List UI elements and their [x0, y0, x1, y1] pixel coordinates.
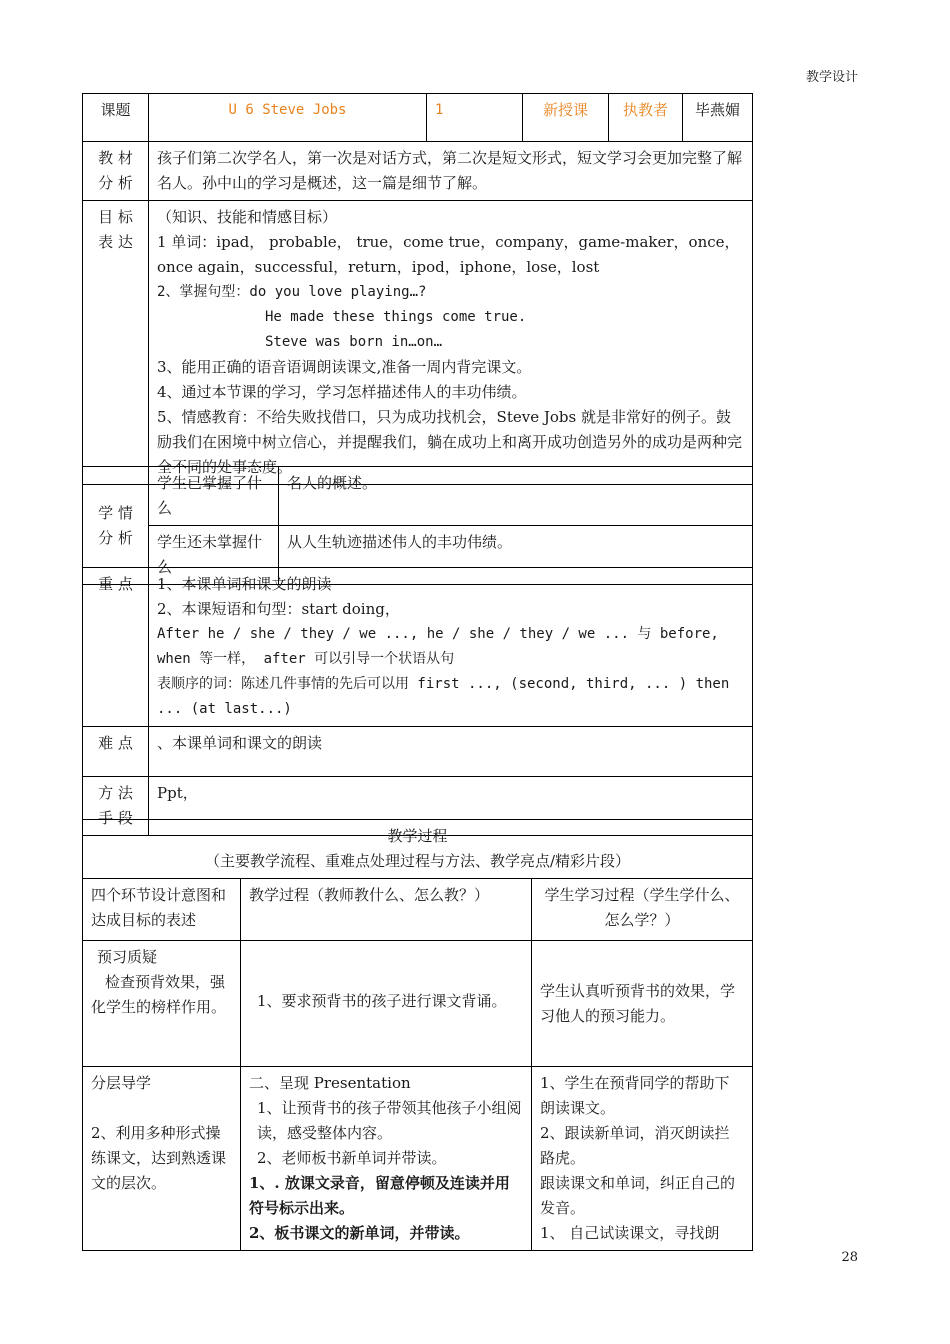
goals-line: He made these things come true.	[265, 309, 527, 325]
student-process-cell	[532, 1067, 753, 1251]
known-value: 名人的概述。	[279, 467, 753, 526]
spacer	[91, 1096, 232, 1121]
goals-line: （知识、技能和情感目标）	[157, 208, 338, 226]
known-label: 学生已掌握了什么	[149, 467, 279, 526]
column-header-teacher: 教学过程（教师教什么、怎么教？）	[241, 879, 532, 941]
key-points-content	[149, 568, 753, 727]
unknown-value: 从人生轨迹描述伟人的丰功伟绩。	[279, 526, 753, 585]
stage-name: 预习质疑	[97, 948, 158, 966]
goals-line: 2、掌握句型：do you love playing…?	[157, 284, 427, 300]
stage-intent-cell	[83, 941, 241, 1067]
student-step: 跟读课文和单词，纠正自己的发音。	[540, 1174, 736, 1217]
goals-line: 4、通过本节课的学习，学习怎样描述伟人的丰功伟绩。	[157, 383, 527, 401]
difficulty-label: 难 点	[83, 727, 149, 777]
stage-name: 分层导学	[91, 1074, 152, 1092]
student-process-cell	[532, 941, 753, 1067]
methods-label: 方 法 手 段	[83, 777, 149, 836]
material-label: 教 材 分 析	[83, 142, 149, 201]
teacher-label: 执教者	[609, 94, 683, 142]
unknown-label: 学生还未掌握什么	[149, 526, 279, 585]
goals-line: 1 单词：ipad， probable， true，come true，company，game-maker，once，once again，successful，return，ipod，iphone，lose，lost	[157, 233, 740, 276]
learner-label: 学 情 分 析	[83, 467, 149, 585]
teacher-step: 2、板书课文的新单词，并带读。	[249, 1224, 470, 1242]
teacher-step: 1、. 放课文录音，留意停顿及连读并用符号标示出来。	[249, 1174, 510, 1217]
process-header	[83, 820, 753, 879]
key-point-line: After he / she / they / we ..., he / she / they / we ... 与 before, when 等一样， after 可以引导一个状语从句	[157, 626, 719, 667]
goals-line: 5、情感教育：不给失败找借口，只为成功找机会，Steve Jobs 就是非常好的例子。鼓励我们在困境中树立信心，并提醒我们，躺在成功上和离开成功创造另外的成功是两种完全不同的处事态度。	[157, 408, 743, 476]
stage-intent: 检查预背效果，强化学生的榜样作用。	[91, 973, 227, 1016]
key-points-label: 重 点	[83, 568, 149, 727]
topic-label: 课题	[83, 94, 149, 142]
teaching-process-table	[82, 819, 753, 1251]
process-title: 教学过程	[387, 827, 448, 845]
goals-line: Steve was born in…on…	[265, 334, 443, 350]
teacher-step: 2、老师板书新单词并带读。	[257, 1149, 447, 1167]
methods-content: Ppt，	[149, 777, 753, 836]
goals-label: 目 标 表 达	[83, 201, 149, 485]
student-step: 1、 自己试读课文，寻找朗	[540, 1224, 720, 1242]
teacher-name: 毕燕媚	[683, 94, 753, 142]
student-step: 1、学生在预背同学的帮助下朗读课文。	[540, 1074, 730, 1117]
goals-content	[149, 201, 753, 485]
process-subtitle: （主要教学流程、重难点处理过程与方法、教学亮点/精彩片段）	[204, 852, 631, 870]
student-step: 学生认真听预背书的效果，学习他人的预习能力。	[540, 981, 736, 1025]
teacher-process-cell	[241, 941, 532, 1067]
stage-intent: 2、利用多种形式操练课文，达到熟透课文的层次。	[91, 1124, 227, 1192]
key-points-table	[82, 567, 753, 836]
stage-intent-cell	[83, 1067, 241, 1251]
page-number: 28	[841, 1250, 858, 1265]
header-label: 教学设计	[805, 70, 858, 85]
lesson-type: 新授课	[523, 94, 609, 142]
teacher-step: 1、让预背书的孩子带领其他孩子小组阅读，感受整体内容。	[257, 1099, 522, 1142]
topic-value: U 6 Steve Jobs	[149, 94, 427, 142]
student-step: 2、跟读新单词，消灭朗读拦路虎。	[540, 1124, 730, 1167]
material-analysis: 孩子们第二次学名人，第一次是对话方式，第二次是短文形式，短文学习会更加完整了解名人。孙中山的学习是概述，这一篇是细节了解。	[149, 142, 753, 201]
teacher-step: 1、要求预背书的孩子进行课文背诵。	[257, 992, 507, 1010]
lesson-info-table	[82, 93, 753, 485]
column-header-intent: 四个环节设计意图和达成目标的表述	[83, 879, 241, 941]
teacher-process-cell	[241, 1067, 532, 1251]
lesson-number: 1	[427, 94, 523, 142]
column-header-student: 学生学习过程（学生学什么、怎么学？）	[532, 879, 753, 941]
goals-line: 3、能用正确的语音语调朗读课文,准备一周内背完课文。	[157, 358, 532, 376]
key-point-line: 表顺序的词：陈述几件事情的先后可以用 first ..., (second, third, ... ) then ... (at last...)	[157, 676, 730, 717]
key-point-line: 1、本课单词和课文的朗读	[157, 575, 332, 593]
difficulty-content: 、本课单词和课文的朗读	[149, 727, 753, 777]
teacher-step: 二、呈现 Presentation	[249, 1074, 411, 1092]
key-point-line: 2、本课短语和句型：start doing，	[157, 600, 400, 618]
